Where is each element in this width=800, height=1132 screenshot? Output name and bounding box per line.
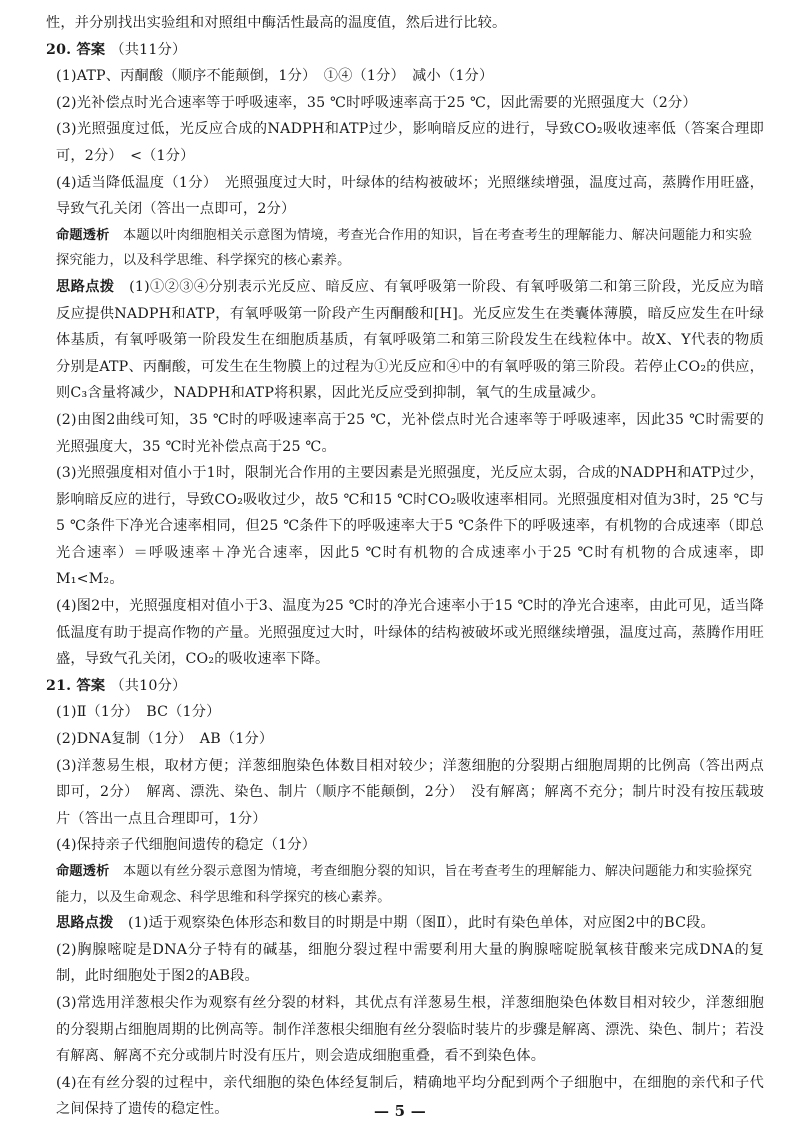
hint-item: (4)在有丝分裂的过程中，亲代细胞的染色体经复制后，精确地平均分配到两个子细胞中，在细胞的亲代和子代之间保持了遗传的稳定性。 (56, 1074, 764, 1118)
hint-paragraph (46, 910, 764, 937)
question-21-header (46, 673, 764, 700)
hint-text: (1)适于观察染色体形态和数目的时期是中期（图Ⅱ），此时有染色单体，对应图2中的BC段。 (127, 915, 715, 932)
question-number: 20. (46, 41, 72, 58)
hint-item: (3)光照强度相对值小于1时，限制光合作用的主要因素是光照强度，光反应太弱，合成的NADPH和ATP过少，影响暗反应的进行，导致CO₂吸收过少，故5 ℃和15 ℃时CO₂吸收速率相同。光照强度相对值为3时，25 ℃与5 ℃条件下净光合速率相同，但25 ℃条件下的呼吸速率大于5 ℃条件下的呼吸速率，有机物的合成速率（即总光合速率）＝呼吸速率＋净光合速率，因此5 ℃时有机物的合成速率小于25 ℃时有机物的合成速率，即M₁<M₂。 (56, 465, 764, 588)
answer-item: (2)光补偿点时光合速率等于呼吸速率，35 ℃时呼吸速率高于25 ℃，因此需要的光照强度大（2分） (56, 94, 697, 111)
hint-item: (3)常选用洋葱根尖作为观察有丝分裂的材料，其优点有洋葱易生根，洋葱细胞染色体数目相对较少，洋葱细胞的分裂期占细胞周期的比例高等。制作洋葱根尖细胞有丝分裂临时装片的步骤是解离、漂洗、染色、制片；若没有解离、解离不充分或制片时没有压片，则会造成细胞重叠，看不到染色体。 (56, 994, 764, 1065)
hint-item: (2)由图2曲线可知，35 ℃时的呼吸速率高于25 ℃，光补偿点时光合速率等于呼吸速率，因此35 ℃时需要的光照强度大，35 ℃时光补偿点高于25 ℃。 (56, 411, 764, 455)
hint-text: (1)①②③④分别表示光反应、暗反应、有氧呼吸第一阶段、有氧呼吸第二和第三阶段，光反应为暗反应提供NADPH和ATP，有氧呼吸第一阶段产生丙酮酸和[H]。光反应发生在类囊体薄膜，暗反应发生在叶绿体基质，有氧呼吸第一阶段发生在细胞质基质，有氧呼吸第二和第三阶段发生在线粒体中。故X、Y代表的物质分别是ATP、丙酮酸，可发生在生物膜上的过程为①光反应和④中的有氧呼吸的第三阶段。若停止CO₂的供应，则C₃含量将减少，NADPH和ATP将积累，因此光反应受到抑制，氧气的生成量减少。 (56, 278, 764, 402)
analysis-text: 本题以叶肉细胞相关示意图为情境，考查光合作用的知识，旨在考查考生的理解能力、解决问题能力和实验探究能力，以及科学思维、科学探究的核心素养。 (56, 227, 753, 269)
answer-item: (3)洋葱易生根，取材方便；洋葱细胞染色体数目相对较少；洋葱细胞的分裂期占细胞周期的比例高（答出两点即可，2分） 解离、漂洗、染色、制片（顺序不能颠倒，2分） 没有解离；解离不充分；制片时没有按压载玻片（答出一点且合理即可，1分） (56, 757, 764, 827)
answer-item: (1)Ⅱ（1分） BC（1分） (56, 704, 221, 721)
analysis-label: 命题透析 (56, 227, 110, 243)
answer-item: (3)光照强度过低，光反应合成的NADPH和ATP过少，影响暗反应的进行，导致CO₂吸收速率低（答案合理即可，2分） <（1分） (56, 121, 764, 164)
hint-label: 思路点拨 (56, 915, 114, 932)
answer-item: (4)适当降低温度（1分） 光照强度过大时，叶绿体的结构被破坏；光照继续增强，温度过高，蒸腾作用旺盛，导致气孔关闭（答出一点即可，2分） (56, 174, 764, 218)
page-number: — 5 — (374, 1102, 426, 1120)
answer-title: 答案 (76, 677, 106, 694)
score-total: （共10分） (110, 677, 187, 694)
answer-item: (1)ATP、丙酮酸（顺序不能颠倒，1分） ①④（1分） 减小（1分） (56, 68, 494, 85)
analysis-paragraph (46, 859, 764, 910)
answer-item: (4)保持亲子代细胞间遗传的稳定（1分） (56, 837, 317, 854)
answer-item: (2)DNA复制（1分） AB（1分） (56, 731, 274, 748)
analysis-paragraph (46, 223, 764, 274)
hint-label: 思路点拨 (56, 278, 115, 295)
hint-paragraph (46, 274, 764, 407)
question-20 (46, 37, 764, 673)
analysis-label: 命题透析 (56, 864, 110, 879)
question-number: 21. (46, 677, 72, 694)
score-total: （共11分） (110, 41, 187, 58)
continued-text: 性，并分别找出实验组和对照组中酶活性最高的温度值，然后进行比较。 (46, 15, 507, 31)
question-21 (46, 673, 764, 1123)
hint-item: (4)图2中，光照强度相对值小于3、温度为25 ℃时的净光合速率小于15 ℃时的净光合速率，由此可见，适当降低温度有助于提高作物的产量。光照强度过大时，叶绿体的结构被破坏或光照继续增强，温度过高，蒸腾作用旺盛，导致气孔关闭，CO₂的吸收速率下降。 (56, 598, 764, 668)
answer-title: 答案 (76, 41, 106, 58)
question-20-header (46, 37, 764, 64)
hint-item: (2)胸腺嘧啶是DNA分子特有的碱基，细胞分裂过程中需要利用大量的胸腺嘧啶脱氧核苷酸来完成DNA的复制，此时细胞处于图2的AB段。 (56, 941, 764, 985)
analysis-text: 本题以有丝分裂示意图为情境，考查细胞分裂的知识，旨在考查考生的理解能力、解决问题能力和实验探究能力，以及生命观念、科学思维和科学探究的核心素养。 (56, 864, 753, 905)
